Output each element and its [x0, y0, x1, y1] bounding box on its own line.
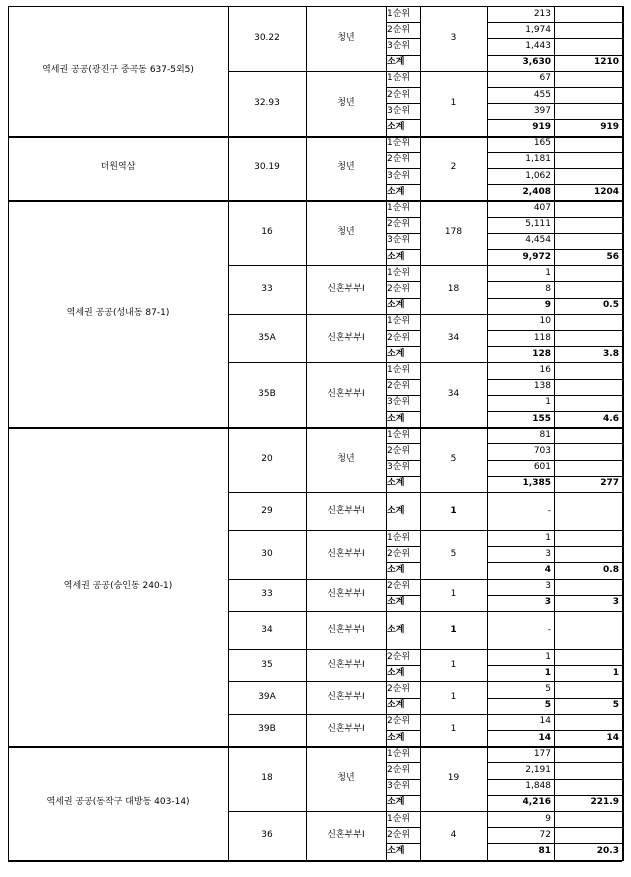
applicant-count: 213 [533, 8, 551, 19]
competition-ratio: 221.9 [590, 797, 619, 808]
table-rule [386, 38, 420, 39]
table-rule [386, 843, 420, 844]
table-rule [386, 698, 420, 699]
applicant-count: 128 [532, 348, 551, 359]
supply-type: 신혼부부Ⅰ [327, 659, 365, 670]
rank-label: 소계 [387, 597, 405, 608]
supply-type: 신혼부부Ⅰ [327, 548, 365, 559]
applicant-count: 10 [539, 316, 551, 327]
competition-ratio: 919 [600, 121, 619, 132]
table-rule [487, 6, 488, 861]
rank-label: 2순위 [387, 219, 411, 230]
competition-ratio: 1204 [593, 186, 619, 197]
exclusive-area: 30.19 [254, 162, 280, 173]
applicant-count: 1 [545, 651, 551, 662]
exclusive-area: 34 [261, 624, 273, 635]
table-rule [306, 6, 307, 861]
rank-label: 1순위 [387, 364, 411, 375]
rank-label: 소계 [387, 700, 405, 711]
table-rule [386, 87, 420, 88]
applicant-count: 1,974 [525, 24, 551, 35]
exclusive-area: 16 [261, 227, 273, 238]
table-rule [386, 476, 420, 477]
rank-label: 2순위 [387, 829, 411, 840]
table-rule [228, 579, 622, 580]
rank-label: 소계 [387, 251, 405, 262]
applicant-count: 165 [533, 138, 551, 149]
applicant-count: 3,630 [522, 57, 551, 68]
applicant-count: 3 [545, 548, 551, 559]
rank-label: 2순위 [387, 381, 411, 392]
complex-name: 역세권 공공(동작구 대방동 403-14) [46, 797, 190, 808]
table-rule [228, 314, 622, 315]
applicant-count: 4 [544, 564, 551, 575]
rank-label: 소계 [387, 121, 405, 132]
table-rule [8, 6, 9, 861]
applicant-count: 16 [539, 364, 551, 375]
table-rule [386, 217, 420, 218]
table-rule [386, 168, 420, 169]
exclusive-area: 33 [261, 589, 273, 600]
table-rule [228, 362, 622, 363]
table-rule [228, 649, 622, 650]
applicant-count: 67 [539, 73, 551, 84]
supply-type: 신혼부부Ⅰ [327, 692, 365, 703]
table-rule [622, 6, 624, 861]
rank-label: 소계 [387, 478, 405, 489]
table-rule [386, 665, 420, 666]
rank-label: 3순위 [387, 235, 411, 246]
applicant-count: 455 [533, 89, 551, 100]
table-rule [386, 298, 420, 299]
table-rule [386, 779, 420, 780]
table-rule [386, 119, 420, 120]
table-rule [228, 530, 622, 531]
rank-label: 2순위 [387, 24, 411, 35]
supply-type: 신혼부부Ⅰ [327, 589, 365, 600]
exclusive-area: 39B [258, 724, 276, 735]
table-rule [228, 611, 622, 612]
competition-ratio: 277 [600, 478, 619, 489]
supply-count: 18 [447, 283, 460, 294]
applicant-count: 5 [544, 700, 551, 711]
table-rule [8, 200, 622, 202]
applicant-count: 1 [544, 667, 551, 678]
rank-label: 소계 [387, 413, 405, 424]
supply-type: 신혼부부Ⅰ [327, 389, 365, 400]
table-rule [228, 6, 229, 861]
rank-label: 소계 [387, 300, 405, 311]
rank-label: 3순위 [387, 462, 411, 473]
table-rule [386, 346, 420, 347]
table-rule [228, 71, 622, 72]
applicant-count: 3 [544, 597, 551, 608]
table-rule [386, 103, 420, 104]
applicant-count: 1,181 [525, 154, 551, 165]
table-rule [420, 6, 421, 861]
supply-count: 34 [447, 389, 460, 400]
applicant-count: 919 [532, 121, 551, 132]
applicant-count: 397 [533, 105, 551, 116]
table-rule [386, 562, 420, 563]
table-rule [8, 746, 622, 748]
exclusive-area: 35B [258, 389, 276, 400]
rank-label: 1순위 [387, 267, 411, 278]
exclusive-area: 39A [258, 692, 276, 703]
rank-label: 3순위 [387, 40, 411, 51]
exclusive-area: 35A [258, 332, 276, 343]
applicant-count: 3 [545, 581, 551, 592]
table-rule [386, 595, 420, 596]
applicant-count: 138 [533, 381, 551, 392]
applicant-count: 8 [545, 283, 551, 294]
applicant-count: 2,408 [522, 186, 551, 197]
table-rule [386, 6, 387, 861]
supply-count: 5 [450, 548, 457, 559]
applicant-count: - [547, 505, 551, 516]
supply-count: 1 [450, 97, 457, 108]
applicant-count: 1 [545, 267, 551, 278]
table-rule [386, 233, 420, 234]
exclusive-area: 29 [261, 505, 273, 516]
competition-ratio: 1210 [593, 57, 619, 68]
rank-label: 1순위 [387, 8, 411, 19]
supply-type: 청년 [337, 162, 355, 173]
rank-label: 소계 [387, 57, 405, 68]
table-rule [8, 427, 622, 429]
table-rule [386, 762, 420, 763]
table-rule [8, 860, 622, 862]
rank-label: 1순위 [387, 748, 411, 759]
supply-type: 신혼부부Ⅰ [327, 332, 365, 343]
applicant-count: 72 [539, 829, 551, 840]
applicant-count: 14 [539, 716, 551, 727]
rank-label: 2순위 [387, 445, 411, 456]
supply-count: 2 [450, 162, 457, 173]
supply-count: 178 [444, 227, 463, 238]
applicant-count: 81 [539, 429, 551, 440]
rank-label: 소계 [387, 348, 405, 359]
rank-label: 2순위 [387, 716, 411, 727]
supply-type: 청년 [337, 97, 355, 108]
supply-type: 청년 [337, 454, 355, 465]
supply-type: 신혼부부Ⅰ [327, 829, 365, 840]
rank-label: 소계 [387, 564, 405, 575]
applicant-count: 1,062 [525, 170, 551, 181]
table-rule [386, 827, 420, 828]
rank-label: 소계 [387, 505, 405, 516]
supply-count: 19 [447, 773, 460, 784]
competition-ratio: 3 [612, 597, 619, 608]
rank-label: 2순위 [387, 283, 411, 294]
supply-type: 청년 [337, 773, 355, 784]
rank-label: 소계 [387, 667, 405, 678]
applicant-count: 155 [532, 413, 551, 424]
rank-label: 2순위 [387, 683, 411, 694]
exclusive-area: 35 [261, 659, 273, 670]
exclusive-area: 20 [261, 454, 273, 465]
competition-ratio: 56 [606, 251, 619, 262]
supply-count: 5 [450, 454, 457, 465]
rank-label: 소계 [387, 797, 405, 808]
competition-ratio: 0.8 [603, 564, 619, 575]
table-rule [228, 811, 622, 812]
table-rule [386, 184, 420, 185]
rank-label: 2순위 [387, 154, 411, 165]
applicant-count: 4,216 [522, 797, 551, 808]
supply-count: 1 [450, 724, 457, 735]
rank-label: 소계 [387, 186, 405, 197]
applicant-count: 1,443 [525, 40, 551, 51]
supply-count: 1 [450, 589, 457, 600]
table-rule [386, 795, 420, 796]
table-rule [228, 265, 622, 266]
complex-name: 역세권 공공(숭인동 240-1) [63, 581, 173, 592]
applicant-count: 14 [538, 732, 551, 743]
table-rule [228, 714, 622, 715]
rank-label: 2순위 [387, 332, 411, 343]
table-rule [8, 6, 622, 7]
exclusive-area: 32.93 [254, 97, 280, 108]
rank-label: 1순위 [387, 429, 411, 440]
rank-label: 1순위 [387, 73, 411, 84]
rank-label: 3순위 [387, 397, 411, 408]
supply-type: 청년 [337, 227, 355, 238]
supply-count: 3 [450, 32, 457, 43]
competition-ratio: 3.8 [603, 348, 619, 359]
supply-type: 신혼부부Ⅰ [327, 505, 365, 516]
table-rule [386, 546, 420, 547]
supply-count: 1 [450, 624, 457, 635]
applicant-count: 9 [544, 300, 551, 311]
rank-label: 3순위 [387, 105, 411, 116]
table-rule [228, 492, 622, 493]
applicant-count: 4,454 [525, 235, 551, 246]
applicant-count: 9,972 [522, 251, 551, 262]
exclusive-area: 30 [261, 548, 273, 559]
table-rule [386, 249, 420, 250]
rank-label: 2순위 [387, 651, 411, 662]
rank-label: 소계 [387, 732, 405, 743]
complex-name: 역세권 공공(광진구 중곡동 637-5외5) [42, 65, 194, 76]
applicant-count: 2,191 [525, 764, 551, 775]
complex-name: 역세권 공공(성내동 87-1) [66, 308, 170, 319]
rank-label: 소계 [387, 845, 405, 856]
rank-label: 1순위 [387, 532, 411, 543]
rank-label: 1순위 [387, 138, 411, 149]
rank-label: 소계 [387, 624, 405, 635]
supply-count: 1 [450, 692, 457, 703]
rank-label: 2순위 [387, 89, 411, 100]
exclusive-area: 36 [261, 829, 273, 840]
applicant-count: 177 [533, 748, 551, 759]
table-rule [386, 460, 420, 461]
competition-ratio: 1 [612, 667, 619, 678]
applicant-count: 5,111 [525, 219, 551, 230]
table-rule [386, 152, 420, 153]
exclusive-area: 33 [261, 283, 273, 294]
table-rule [386, 22, 420, 23]
table-rule [228, 681, 622, 682]
rank-label: 1순위 [387, 813, 411, 824]
table-rule [386, 55, 420, 56]
competition-ratio: 14 [606, 732, 619, 743]
rank-label: 3순위 [387, 170, 411, 181]
supply-count: 4 [450, 829, 457, 840]
table-rule [386, 281, 420, 282]
table-rule [386, 379, 420, 380]
table-rule [386, 443, 420, 444]
rank-label: 2순위 [387, 581, 411, 592]
competition-ratio: 0.5 [603, 300, 619, 311]
rank-label: 1순위 [387, 316, 411, 327]
supply-count: 1 [450, 659, 457, 670]
applicant-count: 1,385 [522, 478, 551, 489]
competition-ratio: 20.3 [596, 845, 619, 856]
competition-ratio: 4.6 [603, 413, 619, 424]
table-rule [8, 136, 622, 138]
supply-type: 신혼부부Ⅰ [327, 283, 365, 294]
applicant-count: 407 [533, 202, 551, 213]
table-rule [386, 395, 420, 396]
applicant-count: 5 [545, 683, 551, 694]
table-rule [386, 330, 420, 331]
applicant-count: 1,848 [525, 781, 551, 792]
table-rule [554, 6, 555, 861]
supply-type: 신혼부부Ⅰ [327, 624, 365, 635]
rank-label: 3순위 [387, 781, 411, 792]
applicant-count: 1 [545, 397, 551, 408]
rank-label: 1순위 [387, 202, 411, 213]
rank-label: 2순위 [387, 764, 411, 775]
applicant-count: 1 [545, 532, 551, 543]
supply-type: 신혼부부Ⅰ [327, 724, 365, 735]
exclusive-area: 18 [261, 773, 273, 784]
applicant-count: 9 [545, 813, 551, 824]
supply-count: 1 [450, 505, 457, 516]
supply-type: 청년 [337, 32, 355, 43]
applicant-count: 118 [533, 332, 551, 343]
supply-count: 34 [447, 332, 460, 343]
applicant-count: 81 [538, 845, 551, 856]
exclusive-area: 30.22 [254, 32, 280, 43]
table-rule [386, 411, 420, 412]
table-rule [386, 730, 420, 731]
applicant-count: 703 [533, 445, 551, 456]
applicant-count: 601 [533, 462, 551, 473]
applicant-count: - [547, 624, 551, 635]
complex-name: 더원역삼 [100, 162, 136, 173]
rank-label: 2순위 [387, 548, 411, 559]
competition-ratio: 5 [612, 700, 619, 711]
